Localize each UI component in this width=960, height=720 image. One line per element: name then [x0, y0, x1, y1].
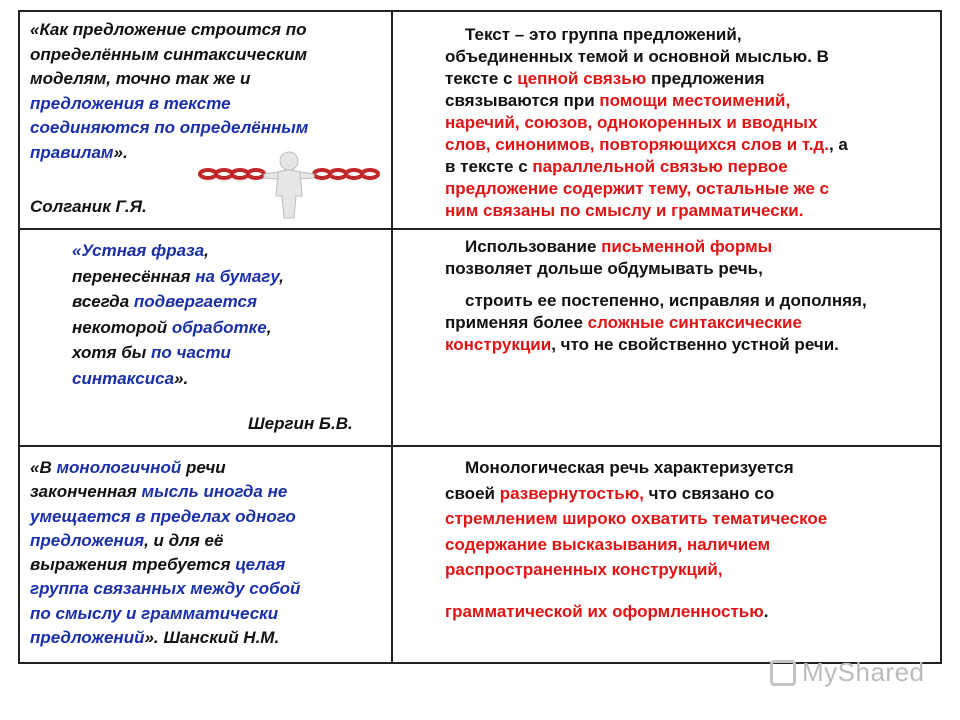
text-segment: , [204, 241, 209, 260]
text-segment: своей [445, 483, 500, 503]
text-segment: мысль иногда не [141, 482, 288, 502]
text-line [72, 366, 372, 392]
text-segment: ним связаны по смыслу и грамматически. [445, 201, 804, 220]
text-line [445, 258, 935, 280]
text-segment: позволяет дольше обдумывать речь, [445, 259, 763, 278]
text-segment: предложений [30, 628, 145, 648]
text-segment: , а [828, 135, 848, 154]
text-segment: предложения в тексте [30, 93, 231, 113]
text-segment: наречий, союзов, однокоренных и вводных [445, 113, 818, 132]
text-line [30, 602, 375, 626]
text-line [30, 67, 380, 92]
text-segment: , что не свойственно устной речи. [551, 335, 839, 354]
text-line [72, 289, 372, 315]
text-segment: ». [174, 368, 189, 388]
text-segment: тексте с [445, 69, 518, 88]
text-line [445, 24, 935, 46]
text-segment: распространенных конструкций, [445, 560, 723, 579]
text-line [445, 46, 935, 68]
text-segment: сложные синтаксические [587, 313, 802, 332]
text-segment: определённым синтаксическим [30, 44, 308, 64]
text-segment: грамматической их оформленностью [445, 601, 764, 621]
text-line [30, 116, 380, 141]
chain-figure-image [198, 150, 380, 224]
text-segment: Монологическая речь характеризуется [465, 458, 794, 477]
text-segment: умещается в пределах одного [30, 506, 296, 526]
text-segment: перенесённая [72, 266, 196, 286]
column-divider [391, 12, 393, 662]
text-line [445, 236, 935, 258]
text-line [445, 481, 935, 507]
row1-left-quote [30, 18, 380, 165]
text-segment: в тексте с [445, 157, 533, 176]
watermark-logo [770, 657, 925, 688]
text-line [445, 90, 935, 112]
text-line [445, 200, 935, 222]
text-line [30, 456, 375, 480]
text-segment: параллельной связью первое [532, 157, 788, 176]
text-segment: ». [113, 142, 128, 162]
text-segment: синтаксиса [72, 368, 175, 388]
row2-right-text [445, 236, 935, 356]
text-line [445, 334, 935, 356]
text-segment: содержание высказывания, наличием [445, 534, 771, 554]
text-segment: «Устная фраза [72, 241, 205, 260]
text-line [445, 455, 935, 481]
text-line [30, 626, 375, 650]
text-segment: «В [30, 458, 57, 477]
text-segment: Текст – это группа предложений, [465, 25, 742, 44]
text-line [30, 553, 375, 577]
text-segment: письменной формы [601, 237, 773, 256]
text-segment: развернутостью, [499, 483, 644, 503]
text-segment: . [763, 601, 769, 621]
text-line [30, 18, 380, 43]
text-line [30, 480, 375, 504]
text-segment: стремлением широко охватить тематическое [445, 509, 828, 528]
text-segment: цепной связью [517, 69, 647, 88]
text-line [445, 312, 935, 334]
text-segment: применяя более [445, 313, 588, 332]
text-segment: , и для её [144, 530, 224, 550]
text-segment: группа связанных между собой [30, 579, 301, 599]
row1-right-text [445, 24, 935, 222]
watermark-text: MyShared [802, 657, 925, 687]
text-line [445, 532, 935, 558]
text-segment: речи [181, 458, 226, 477]
text-segment: на бумагу [195, 266, 280, 286]
text-segment: предложения [646, 69, 765, 88]
text-line [445, 599, 935, 625]
text-segment: , [266, 317, 272, 337]
row-divider-2 [20, 445, 940, 447]
text-line [445, 68, 935, 90]
text-line [30, 43, 380, 68]
text-segment: законченная [30, 482, 142, 502]
text-segment: по части [151, 343, 231, 362]
text-line [30, 577, 375, 601]
text-segment: некоторой [72, 317, 172, 337]
row3-right-text [445, 455, 935, 624]
text-segment: «Как предложение строится по [30, 20, 307, 39]
text-segment: обработке [171, 317, 267, 337]
text-segment: Использование [465, 237, 602, 256]
text-line [72, 340, 372, 366]
row1-left-author: Солганик Г.Я. [30, 197, 147, 216]
text-segment: помощи местоимений, [599, 91, 791, 110]
text-line [445, 134, 935, 156]
text-line [445, 290, 935, 312]
text-segment: выражения требуется [30, 555, 236, 575]
row2-left-author: Шергин Б.В. [248, 414, 353, 433]
text-line [445, 112, 935, 134]
row-divider-1 [20, 228, 940, 230]
text-segment: моделям, точно так же и [30, 69, 251, 88]
text-segment: объединенных темой и основной мыслью. В [445, 47, 829, 66]
text-segment: , [279, 266, 284, 286]
text-segment: по смыслу и грамматически [30, 603, 279, 623]
text-segment: что связано со [643, 483, 775, 503]
text-line [72, 264, 372, 290]
text-line [30, 505, 375, 529]
text-segment: соединяются по определённым [30, 118, 309, 137]
text-segment: предложения [30, 530, 145, 550]
row3-left-quote [30, 456, 375, 650]
text-segment: связываются при [445, 91, 600, 110]
text-line [30, 529, 375, 553]
text-line [30, 92, 380, 117]
text-line [445, 178, 935, 200]
text-segment: предложение содержит тему, остальные же с [445, 179, 829, 198]
text-line [445, 557, 935, 583]
text-segment: всегда [72, 292, 134, 311]
text-segment: подвергается [133, 292, 257, 311]
text-segment: слов, синонимов, повторяющихся слов и т.д. [445, 135, 829, 154]
text-line [445, 156, 935, 178]
text-segment: хотя бы [72, 343, 152, 362]
text-line [445, 506, 935, 532]
slideshow-icon [770, 660, 796, 686]
text-segment: конструкции [445, 335, 552, 354]
text-segment: правилам [30, 142, 114, 162]
text-line [72, 315, 372, 341]
row2-left-quote [72, 238, 372, 391]
text-segment: монологичной [56, 458, 182, 477]
text-segment: целая [235, 555, 286, 575]
text-segment: ». Шанский Н.М. [144, 628, 280, 648]
text-line [72, 238, 372, 264]
text-segment: строить ее постепенно, исправляя и дополняя, [465, 291, 867, 310]
